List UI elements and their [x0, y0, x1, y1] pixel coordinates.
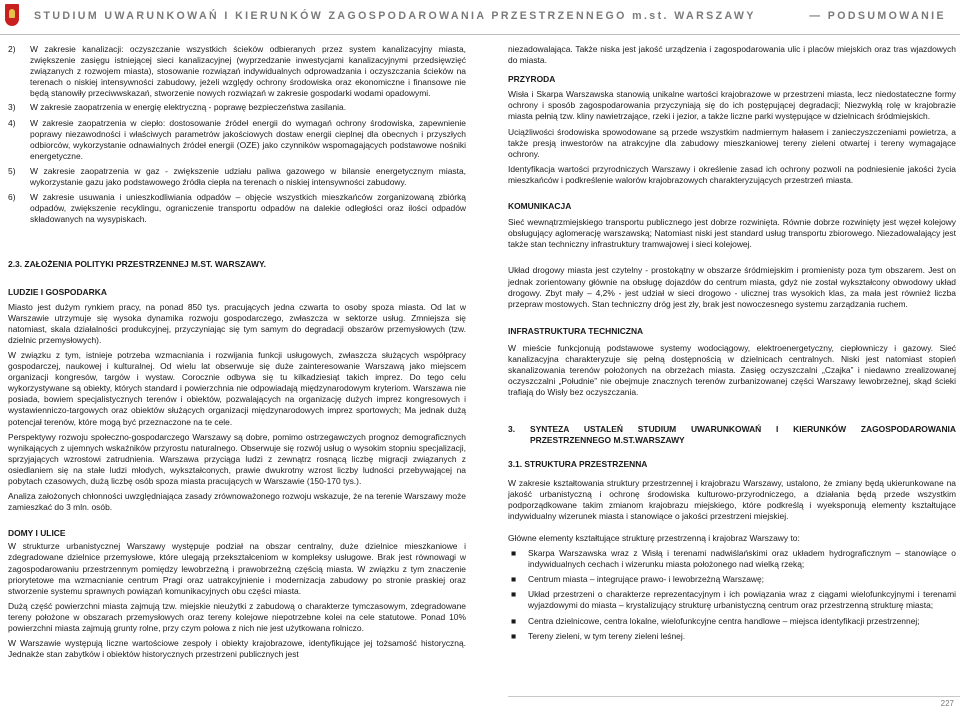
- paragraph: Wisła i Skarpa Warszawska stanowią unikalne wartości krajobrazowe w przestrzeni miasta, lecz niedostateczne formy ochrony i sposób zagospodarowania przyczyniają się do ich postępującej degradacji; Niezwykłą rolę w krajobrazie miasta pełnią tzw. kliny nawietrzające, rzeki i jezior, a także liczne parki występujące w dzielnicach śródmiejskich.: [508, 89, 956, 122]
- list-item: [508, 548, 956, 570]
- bullet-square-icon: ■: [511, 615, 517, 626]
- heading-infrastruktura: INFRASTRUKTURA TECHNICZNA: [508, 325, 644, 336]
- footer-divider: [508, 696, 960, 697]
- item-energia: W zakresie zaopatrzenia w energię elektryczną - poprawę bezpieczeństwa zasilania.: [30, 102, 347, 113]
- bullet-square-icon: ■: [511, 630, 517, 641]
- item-kanalizacja: W zakresie kanalizacji: oczyszczanie wszystkich ścieków odbieranych przez system kanalizacyjny miasta, zwiększenie zasięgu istniejącej sieci kanalizacyjnej (wyprzedzanie inwestycjami kanalizacyjnymi przedsięwzięć związanych z rozwojem miasta), stosowanie rozwiązań indywidualnych odprowadzania i oczyszczania ścieków na terenach o niskiej intensywności zabudowy, jeżeli względy ochrony środowiska oraz ekonomiczne i finansowe nie będą stanowiły przeciwwskazań, stworzenie nowych rozwiązań w zakresie gospodarki wodami opadowymi.: [30, 44, 466, 99]
- right-column: [508, 40, 956, 642]
- list-item: [508, 574, 956, 585]
- paragraph: Analiza założonych chłonności uwzględniająca zasady zrównoważonego rozwoju wskazuje, że na terenie Warszawy może zamieszkać do 3 mln. osób.: [8, 491, 466, 513]
- section-heading-3: [508, 424, 956, 446]
- paragraph: W Warszawie występują liczne wartościowe zespoły i obiekty krajobrazowe, identyfikujące jej tożsamość historyczną. Jednakże stan zabytków i obiektów historycznych przestrzeni publicznych jest: [8, 638, 466, 660]
- list-item: 6) W zakresie usuwania i unieszkodliwiania odpadów – objęcie wszystkich mieszkańców zorganizowaną zbiórką odpadów, zwiększenie recyklingu, ograniczenie transportu odpadów na dalekie odległości oraz ilości odpadów składowanych na wysypiskach.: [8, 192, 466, 225]
- paragraph: Identyfikacja wartości przyrodniczych Warszawy i określenie zasad ich ochrony pozwoli na podniesienie jakości życia mieszkańców i podkreślenie walorów krajobrazowych charakteryzujących przestrzeń miasta.: [508, 163, 956, 185]
- page-number: 227: [940, 699, 954, 708]
- bullet-square-icon: ■: [511, 548, 517, 559]
- section-heading-3-1: 3.1. STRUKTURA PRZESTRZENNA: [508, 458, 648, 469]
- warsaw-crest-icon: [5, 4, 19, 26]
- list-item: [508, 616, 956, 627]
- header-title: STUDIUM UWARUNKOWAŃ I KIERUNKÓW ZAGOSPODAROWANIA PRZESTRZENNEGO m.st. WARSZAWY: [34, 10, 756, 22]
- paragraph: Sieć wewnątrzmiejskiego transportu publicznego jest dobrze rozwinięta. Równie dobrze rozwinięty jest węzeł kolejowy obsługujący aglomerację warszawską; Natomiast niski jest standard usług transportu zbiorowego. Niezadowalający jest także stan techniczny infrastruktury tramwajowej i sieci kolejowej.: [508, 217, 956, 250]
- list-item: 2) W zakresie kanalizacji: oczyszczanie wszystkich ścieków odbieranych przez system kanalizacyjny miasta, zwiększenie zasięgu istniejącej sieci kanalizacyjnej (wyprzedzanie inwestycjami kanalizacyjnymi przedsięwzięć związanych z rozwojem miasta), stosowanie rozwiązań indywidualnych odprowadzania i oczyszczania ścieków na terenach o niskiej intensywności zabudowy, jeżeli względy ochrony środowiska oraz ekonomiczne i finansowe nie będą stanowiły przeciwwskazań, stworzenie nowych rozwiązań w zakresie gospodarki wodami opadowymi.: [8, 44, 466, 99]
- paragraph: Dużą część powierzchni miasta zajmują tzw. miejskie nieużytki z zabudową o charakterze tymczasowym, zdegradowane tereny położone w obszarach przemysłowych oraz tereny kolejowe niepotrzebne kolei na cele statutowe. Ponad 10% powierzchni miasta zajmują grunty rolne, przy czym połowa z nich nie jest użytkowana rolniczo.: [8, 600, 466, 634]
- list-item: 4) W zakresie zaopatrzenia w ciepło: dostosowanie źródeł energii do wymagań ochrony środowiska, zapewnienie poprawy niezawodności i właściwych parametrów jakościowych dostaw energii cieplnej dla obecnych i przyszłych odbiorców, wykorzystanie odnawialnych źródeł energii (OZE) jako czynników wspomagających podstawowe nośniki energetyczne.: [8, 117, 466, 161]
- bullet-list: [508, 548, 956, 642]
- section-heading-2-3: 2.3. ZAŁOŻENIA POLITYKI PRZESTRZENNEJ M.ST. WARSZAWY.: [8, 259, 266, 270]
- paragraph: niezadowalająca. Także niska jest jakość urządzenia i zagospodarowania ulic i placów miejskich oraz tras wjazdowych do miasta.: [508, 44, 956, 66]
- list-item: 5) W zakresie zaopatrzenia w gaz - zwiększenie udziału paliwa gazowego w bilansie energetycznym miasta, wykorzystanie gazu jako podstawowego źródła ciepła na terenach o niskiej intensywności zabudowy.: [8, 165, 466, 188]
- bullet-square-icon: ■: [511, 574, 517, 585]
- list-item: 3) W zakresie zaopatrzenia w energię elektryczną - poprawę bezpieczeństwa zasilania.: [8, 102, 466, 113]
- section-title: SYNTEZA USTALEŃ STUDIUM UWARUNKOWAŃ I KIERUNKÓW ZAGOSPODAROWANIA PRZESTRZENNEGO M.ST.WARSZAWY: [530, 424, 956, 446]
- bullet-square-icon: ■: [511, 589, 517, 600]
- paragraph: W mieście funkcjonują podstawowe systemy wodociągowy, elektroenergetyczny, ciepłowniczy i gazowy. Sieć kanalizacyjna charakteryzuje się pełną dostępnością w dzielnicach centralnych. Niski jest natomiast stopień skanalizowania terenów położonych na obrzeżach miasta. Zasięg oczyszczalni „Czajka” i niedawno zrealizowanej oczyszczalni „Południe” nie obejmuje znacznych terenów zurbanizowanej części Warszawy lewobrzeżnej, skąd ścieki trafiają do Wisły bez oczyszczania.: [508, 342, 956, 398]
- heading-komunikacja: KOMUNIKACJA: [508, 201, 572, 212]
- left-column: [8, 40, 466, 660]
- header-section-label: — PODSUMOWANIE: [809, 10, 946, 22]
- paragraph: Miasto jest dużym rynkiem pracy, na ponad 850 tys. pracujących jedna czwarta to osoby spoza miasta. Od lat w Warszawie utrzymuje się wysoka dynamika rozwoju gospodarczego, zwłaszcza w sektorze usług. Zmniejsza się natomiast, skala działalności produkcyjnej, przyczyniając się tym samym do degradacji obszarów przemysłowych (tzw. dzielnic przemysłowych).: [8, 301, 466, 345]
- paragraph: Uciążliwości środowiska spowodowane są przede wszystkim nadmiernym hałasem i zanieczyszczeniami powietrza, a także presją inwestorów na atrakcyjne dla zabudowy mieszkaniowej tereny zieleni otwartej i tereny wymagające ochrony.: [508, 126, 956, 159]
- bullet-text: Tereny zieleni, w tym tereny zieleni leśnej.: [528, 630, 686, 641]
- paragraph: W związku z tym, istnieje potrzeba wzmacniania i rozwijania funkcji usługowych, zwłaszcza służących współpracy gospodarczej, naukowej i kulturalnej. Od wielu lat obserwuje się duże zainteresowanie Warszawą jako miejscem organizacji kongresów, targów i wystaw. Corocznie odbywa się tu kilkadziesiąt takich imprez. Do tego celu wykorzystywane są obiekty, których standard i powierzchnia nie odpowiadają międzynarodowym kryteriom. Warszawa nie posiada, bowiem specjalistycznych terenów i obiektów, pozwalających na organizację dużych imprez kongresowych i wystawienniczo-targowych oraz obiektów służących organizacji międzynarodowych imprez sportowych; Ma jednak dużą potencjał terenów, które mogą być przeznaczone na te cele.: [8, 349, 466, 427]
- page-header: [0, 0, 960, 35]
- paragraph: Układ drogowy miasta jest czytelny - prostokątny w obszarze śródmiejskim i promienisty poza tym obszarem. Jest on jednak zorientowany głównie na obsługę dojazdów do centrum miasta, gdyż nie został wykształcony obwodowy układ drogowy. Zbyt mały – 4,2% - jest udział w sieci drogowo - ulicznej tras wysokich klas, za mała jest również liczba przepraw mostowych. Stan techniczny dróg jest zły, brak jest nowoczesnego systemu zarządzania ruchem.: [508, 265, 956, 309]
- heading-ludzie: LUDZIE I GOSPODARKA: [8, 286, 107, 297]
- bullet-text: Układ przestrzeni o charakterze reprezentacyjnym i ich powiązania wraz z ciągami wielofunkcyjnymi i terenami wyjazdowymi do miasta – krystalizujący strukturę urbanistyczną centrum oraz przestrzenną strukturę miasta;: [528, 589, 956, 611]
- item-gaz: W zakresie zaopatrzenia w gaz - zwiększenie udziału paliwa gazowego w bilansie energetycznym miasta, wykorzystanie gazu jako podstawowego źródła ciepła na terenach o niskiej intensywności zabudowy.: [30, 165, 466, 188]
- heading-przyroda: PRZYRODA: [508, 74, 556, 85]
- paragraph: W strukturze urbanistycznej Warszawy występuje podział na obszar centralny, duże dzielnice mieszkaniowe i zdegradowane dzielnice przemysłowe, które ulegają przekształceniom w kompleksy usługowe. Brak jest równowagi w zagospodarowaniu przestrzennym pomiędzy lewobrzeżną i prawobrzeżną częścią miasta. W związku z tym znaczenie priorytetowe ma wzmacnianie centrum Pragi oraz uatrakcyjnienie i modernizacja zabudowy po stronie praskiej oraz stworzenie systemu sprawnych powiązań komunikacyjnych obu części miasta.: [8, 541, 466, 596]
- paragraph: Główne elementy kształtujące strukturę przestrzenną i krajobraz Warszawy to:: [508, 533, 800, 543]
- bullet-text: Skarpa Warszawska wraz z Wisłą i terenami nadwiślańskimi oraz układem hydrograficznym – stanowiące o indywidualnych cechach i wizerunku miasta położonego nad wielką rzeką;: [528, 548, 956, 570]
- bullet-text: Centra dzielnicowe, centra lokalne, wielofunkcyjne centra handlowe – miejsca identyfikacji przestrzennej;: [528, 615, 920, 626]
- item-odpady: W zakresie usuwania i unieszkodliwiania odpadów – objęcie wszystkich mieszkańców zorganizowaną zbiórką odpadów, zwiększenie recyklingu, ograniczenie transportu odpadów na dalekie odległości oraz ilości odpadów składowanych na wysypiskach.: [30, 192, 466, 225]
- heading-domy: DOMY I ULICE: [8, 528, 66, 539]
- list-item: [508, 589, 956, 611]
- item-cieplo: W zakresie zaopatrzenia w ciepło: dostosowanie źródeł energii do wymagań ochrony środowiska, zapewnienie poprawy niezawodności i właściwych parametrów jakościowych dostaw energii cieplnej dla obecnych i przyszłych odbiorców, wykorzystanie odnawialnych źródeł energii (OZE) jako czynników wspomagających podstawowe nośniki energetyczne.: [30, 117, 466, 161]
- section-number: 3.: [508, 424, 516, 435]
- list-item: [508, 631, 956, 642]
- paragraph: W zakresie kształtowania struktury przestrzennej i krajobrazu Warszawy, ustalono, że zmiany będą ukierunkowane na jakość urbanistyczną i ochronę środowiska kulturowo-przyrodniczego, a działania będą przede wszystkim podporządkowane takim zmianom krajobrazu miejskiego, które podkreślą i wyeksponują elementy kształtujące indywidualny wizerunek miasta i stanowiące o jakości przestrzeni miejskiej.: [508, 477, 956, 521]
- paragraph: Perspektywy rozwoju społeczno-gospodarczego Warszawy są dobre, pomimo ostrzegawczych prognoz demograficznych wynikających z ujemnych wskaźników przyrostu naturalnego. Obserwuje się rozwój usług o wysokim stopniu specjalizacji, sprzyjających wzrostowi zatrudnienia. Warszawa przyciąga ludzi z zewnątrz rosnącą liczbę migracji związanych z osiedlaniem się na stałe ludzi młodych, wykształconych, prawie dwukrotny wzrost liczby ludności przebywającej na pobytach czasowych, dużą liczbę osób spoza miasta pracujących w Warszawie (150-170 tys.).: [8, 431, 466, 486]
- bullet-text: Centrum miasta – integrujące prawo- i lewobrzeżną Warszawę;: [528, 574, 765, 585]
